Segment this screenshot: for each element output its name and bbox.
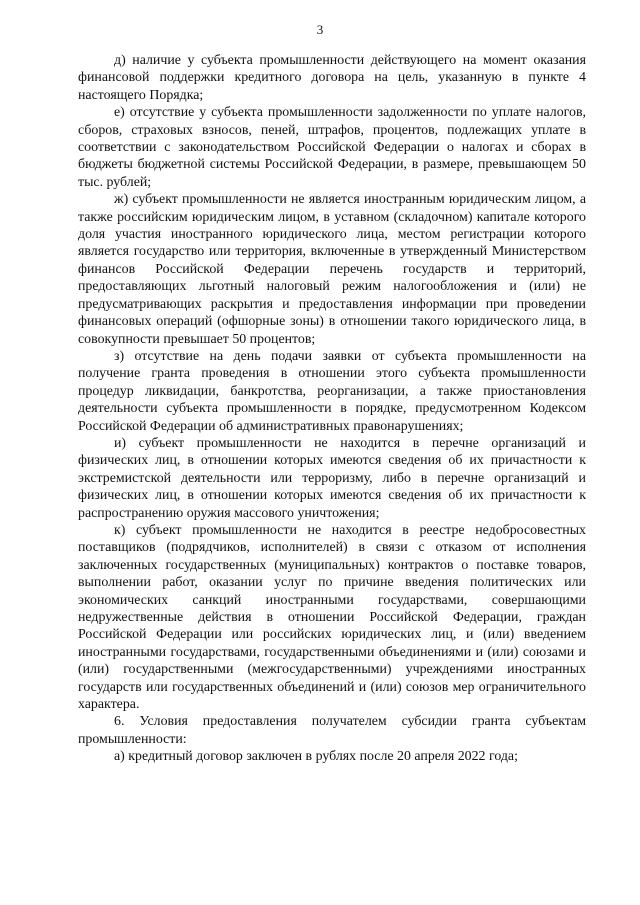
document-body bbox=[78, 52, 586, 766]
paragraph-d: д) наличие у субъекта промышленности действующего на момент оказания финансовой поддержки кредитного договора на цель, указанную в пункте 4 настоящего Порядка; bbox=[78, 53, 586, 103]
paragraph-e: е) отсутствие у субъекта промышленности задолженности по уплате налогов, сборов, страховых взносов, пеней, штрафов, процентов, подлежащих уплате в соответствии с законодательством Российской Федерации о налогах и сборах в бюджеты бюджетной системы Российской Федерации, в размере, превышающем 50 тыс. рублей; bbox=[78, 105, 586, 190]
paragraph-i: и) субъект промышленности не находится в перечне организаций и физических лиц, в отношении которых имеются сведения об их причастности к экстремистской деятельности или терроризму, либо в перечне организаций и физических лиц, в отношении которых имеются сведения об их причастности к распространению оружия массового уничтожения; bbox=[78, 435, 586, 521]
paragraph-z: з) отсутствие на день подачи заявки от субъекта промышленности на получение гранта проведения в отношении этого субъекта промышленности процедур ликвидации, банкротства, реорганизации, а также приостановления деятельности субъекта промышленности в порядке, предусмотренном Кодексом Российской Федерации об административных правонарушениях; bbox=[78, 348, 586, 434]
page-number: 3 bbox=[316, 22, 324, 37]
paragraph-k: к) субъект промышленности не находится в реестре недобросовестных поставщиков (подрядчиков, исполнителей) в связи с отказом от исполнения заключенных государственных (муниципальных) контрактов о поставке товаров, выполнении работ, оказании услуг по причине введения политических или экономических санкций иностранными государствами, совершающими недружественные действия в отношении Российской Федерации, граждан Российской Федерации или российских юридических лиц, и (или) введением иностранными государствами, государственными объединениями и (или) союзами и (или) государственными (межгосударственными) учреждениями иностранных государств или государственных объединений и (или) союзов мер ограничительного характера. bbox=[78, 522, 586, 713]
paragraph-6a: а) кредитный договор заключен в рублях после 20 апреля 2022 года; bbox=[114, 749, 518, 765]
paragraph-zh: ж) субъект промышленности не является иностранным юридическим лицом, а также российским юридическим лицом, в уставном (складочном) капитале которого доля участия иностранного юридического лица, местом регистрации которого является государство или территория, включенные в утвержденный Министерством финансов Российской Федерации перечень государств и территорий, предоставляющих льготный налоговый режим налогообложения и (или) не предусматривающих раскрытия и предоставления информации при проведении финансовых операций (офшорные зоны) в отношении такого юридического лица, в совокупности превышает 50 процентов; bbox=[78, 192, 586, 347]
section-6-heading: 6. Условия предоставления получателем субсидии гранта субъектам промышленности: bbox=[78, 714, 586, 747]
